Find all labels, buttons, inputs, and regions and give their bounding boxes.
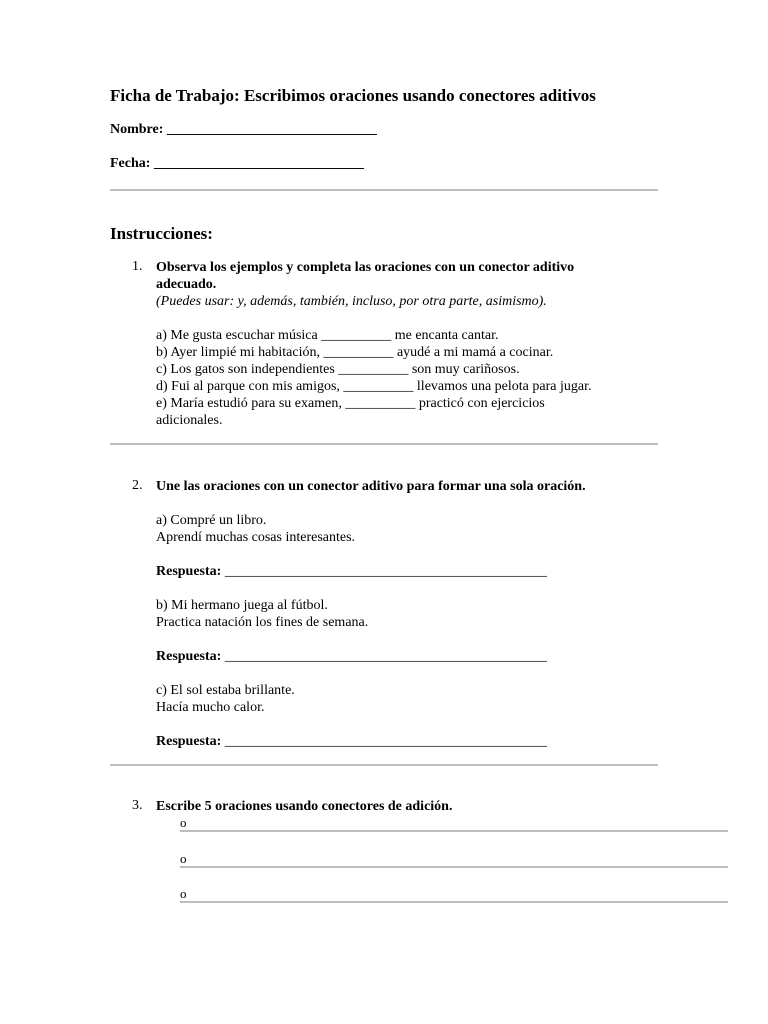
q1-item-e-cont: adicionales.: [156, 413, 223, 428]
q1-prompt: Observa los ejemplos y completa las oraciones con un conector aditivo: [156, 260, 575, 275]
q2-answer-b: [156, 648, 656, 665]
date-blank[interactable]: ______________________________: [153, 156, 364, 171]
q2-pair-c-line1: c) El sol estaba brillante.: [156, 683, 295, 698]
writing-line[interactable]: [180, 866, 728, 868]
q3-block: [156, 798, 656, 815]
answer-blank[interactable]: ______________________________________________: [224, 564, 547, 579]
q1-block: [156, 259, 656, 429]
writing-line[interactable]: [180, 901, 728, 903]
q2-answer-c: [156, 733, 656, 750]
bullet-marker: o: [180, 851, 187, 866]
worksheet-title: Ficha de Trabajo: Escribimos oraciones usando conectores aditivos: [110, 86, 596, 105]
q2-pair-b-line1: b) Mi hermano juega al fútbol.: [156, 598, 328, 613]
q2-prompt: Une las oraciones con un conector aditivo para formar una sola oración.: [156, 479, 586, 494]
bullet-marker: o: [180, 886, 187, 901]
q1-hint: (Puedes usar: y, además, también, incluso, por otra parte, asimismo).: [156, 294, 547, 309]
writing-line[interactable]: [180, 830, 728, 832]
answer-label: Respuesta:: [156, 649, 222, 664]
divider: [110, 189, 658, 191]
instructions-heading: Instrucciones:: [110, 224, 213, 243]
q1-item-e: e) María estudió para su examen, __________ practicó con ejercicios: [156, 396, 545, 411]
answer-blank[interactable]: ______________________________________________: [224, 734, 547, 749]
q2-number: 2.: [132, 478, 143, 493]
answer-label: Respuesta:: [156, 734, 222, 749]
answer-label: Respuesta:: [156, 564, 222, 579]
q1-item-b: b) Ayer limpié mi habitación, __________ ayudé a mi mamá a cocinar.: [156, 345, 554, 360]
name-blank[interactable]: ______________________________: [166, 122, 377, 137]
name-field: [110, 122, 377, 138]
q2-pair-a-line2: Aprendí muchas cosas interesantes.: [156, 530, 356, 545]
q1-number: 1.: [132, 259, 143, 274]
divider: [110, 764, 658, 766]
q1-item-c: c) Los gatos son independientes __________ son muy cariñosos.: [156, 362, 520, 377]
q2-block: [156, 478, 656, 750]
bullet-marker: o: [180, 815, 187, 830]
answer-blank[interactable]: ______________________________________________: [224, 649, 547, 664]
q2-answer-a: [156, 563, 656, 580]
q1-prompt-cont: adecuado.: [156, 277, 217, 292]
date-field: [110, 156, 364, 172]
q3-number: 3.: [132, 798, 143, 813]
q1-item-d: d) Fui al parque con mis amigos, __________ llevamos una pelota para jugar.: [156, 379, 592, 394]
q1-item-a: a) Me gusta escuchar música __________ me encanta cantar.: [156, 328, 499, 343]
q3-prompt: Escribe 5 oraciones usando conectores de adición.: [156, 799, 453, 814]
q2-pair-c-line2: Hacía mucho calor.: [156, 700, 265, 715]
q2-pair-b-line2: Practica natación los fines de semana.: [156, 615, 369, 630]
name-label: Nombre:: [110, 122, 164, 137]
divider: [110, 443, 658, 445]
q2-pair-a-line1: a) Compré un libro.: [156, 513, 267, 528]
date-label: Fecha:: [110, 156, 151, 171]
